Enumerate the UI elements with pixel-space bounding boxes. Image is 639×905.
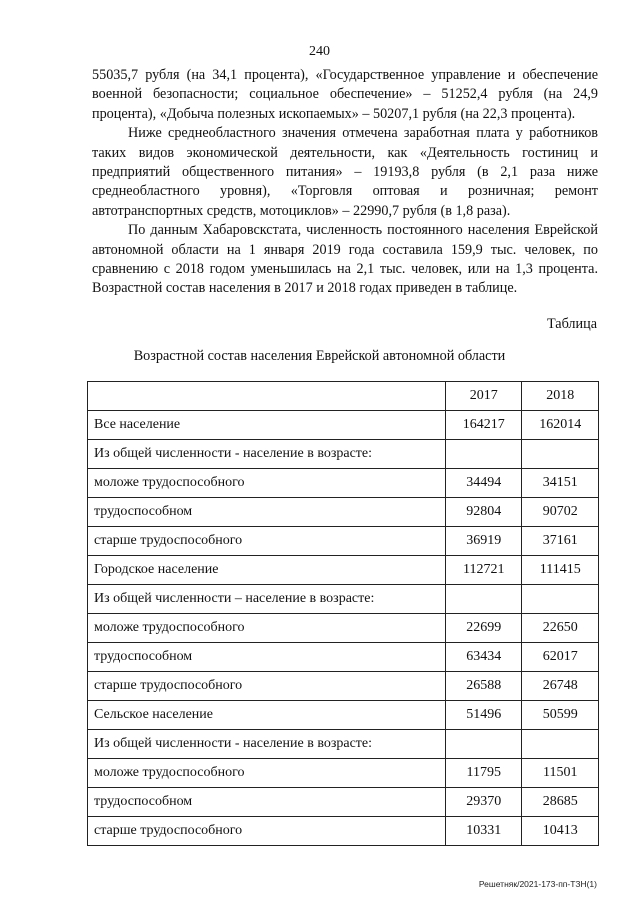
table-row	[88, 614, 599, 643]
row-label-cell	[88, 382, 446, 411]
row-label-cell: моложе трудоспособного	[88, 469, 446, 498]
value-2017-cell: 22699	[446, 614, 522, 643]
row-label-cell: моложе трудоспособного	[88, 614, 446, 643]
value-2018-cell: 162014	[522, 411, 599, 440]
value-2017-cell	[446, 440, 522, 469]
value-2017-cell: 112721	[446, 556, 522, 585]
value-2017-cell: 164217	[446, 411, 522, 440]
row-label-cell: трудоспособном	[88, 788, 446, 817]
table-row	[88, 527, 599, 556]
value-2017-cell: 51496	[446, 701, 522, 730]
row-label-cell: Сельское население	[88, 701, 446, 730]
value-2018-cell: 111415	[522, 556, 599, 585]
value-2017-cell: 29370	[446, 788, 522, 817]
row-label-cell: трудоспособном	[88, 643, 446, 672]
page-number: 240	[309, 44, 330, 59]
value-2017-cell: 2017	[446, 382, 522, 411]
value-2017-cell: 26588	[446, 672, 522, 701]
value-2018-cell: 90702	[522, 498, 599, 527]
row-label-cell: Из общей численности - население в возрасте:	[88, 440, 446, 469]
table-row	[88, 440, 599, 469]
table-title: Возрастной состав населения Еврейской автономной области	[133, 348, 506, 364]
value-2018-cell	[522, 730, 599, 759]
paragraph-population: По данным Хабаровскстата, численность постоянного населения Еврейской автономной области на 1 января 2019 года составила 159,9 тыс. человек, по сравнению с 2018 годом уменьшилась на 2,1 тыс. человек, или на 1,3 процента. Возрастной состав населения в 2017 и 2018 годах приведен в таблице.	[92, 222, 598, 297]
value-2017-cell: 92804	[446, 498, 522, 527]
row-label-cell: Из общей численности – население в возрасте:	[88, 585, 446, 614]
value-2018-cell: 10413	[522, 817, 599, 846]
table-row	[88, 672, 599, 701]
table-row	[88, 498, 599, 527]
row-label-cell: Из общей численности - население в возрасте:	[88, 730, 446, 759]
table-label: Таблица	[546, 316, 597, 332]
table-row	[88, 411, 599, 440]
body-text	[92, 66, 598, 299]
table-row	[88, 759, 599, 788]
value-2018-cell: 34151	[522, 469, 599, 498]
row-label-cell: Все население	[88, 411, 446, 440]
value-2018-cell: 26748	[522, 672, 599, 701]
value-2017-cell: 36919	[446, 527, 522, 556]
value-2018-cell: 37161	[522, 527, 599, 556]
value-2017-cell: 63434	[446, 643, 522, 672]
value-2018-cell: 22650	[522, 614, 599, 643]
value-2018-cell: 62017	[522, 643, 599, 672]
value-2018-cell: 50599	[522, 701, 599, 730]
table-row	[88, 701, 599, 730]
table-header-row	[88, 382, 599, 411]
value-2018-cell: 28685	[522, 788, 599, 817]
value-2018-cell: 2018	[522, 382, 599, 411]
row-label-cell: трудоспособном	[88, 498, 446, 527]
value-2017-cell: 34494	[446, 469, 522, 498]
value-2018-cell	[522, 585, 599, 614]
value-2017-cell	[446, 730, 522, 759]
population-table	[87, 381, 599, 846]
row-label-cell: моложе трудоспособного	[88, 759, 446, 788]
row-label-cell: старше трудоспособного	[88, 527, 446, 556]
table-row	[88, 730, 599, 759]
row-label-cell: старше трудоспособного	[88, 672, 446, 701]
table-row	[88, 469, 599, 498]
value-2018-cell	[522, 440, 599, 469]
table-row	[88, 788, 599, 817]
table-row	[88, 556, 599, 585]
value-2017-cell: 11795	[446, 759, 522, 788]
document-stamp: Решетняк/2021-173-пп-ТЗН(1)	[478, 879, 597, 889]
table-row	[88, 817, 599, 846]
value-2017-cell	[446, 585, 522, 614]
paragraph-salary-low: Ниже среднеобластного значения отмечена заработная плата у работников таких видов экономической деятельности, как «Деятельность гостиниц и предприятий общественного питания» – 19193,8 рубля (в 2,1 раза ниже среднеобластного уровня), «Торговля оптовая и розничная; ремонт автотранспортных средств, мотоциклов» – 22990,7 рубля (в 1,8 раза).	[92, 125, 598, 219]
table-row	[88, 643, 599, 672]
value-2018-cell: 11501	[522, 759, 599, 788]
row-label-cell: старше трудоспособного	[88, 817, 446, 846]
table-row	[88, 585, 599, 614]
row-label-cell: Городское население	[88, 556, 446, 585]
paragraph-salary-top: 55035,7 рубля (на 34,1 процента), «Государственное управление и обеспечение военной безопасности; социальное обеспечение» – 51252,4 рубля (на 24,9 процента), «Добыча полезных ископаемых» – 50207,1 рубля (на 22,3 процента).	[92, 67, 598, 122]
value-2017-cell: 10331	[446, 817, 522, 846]
